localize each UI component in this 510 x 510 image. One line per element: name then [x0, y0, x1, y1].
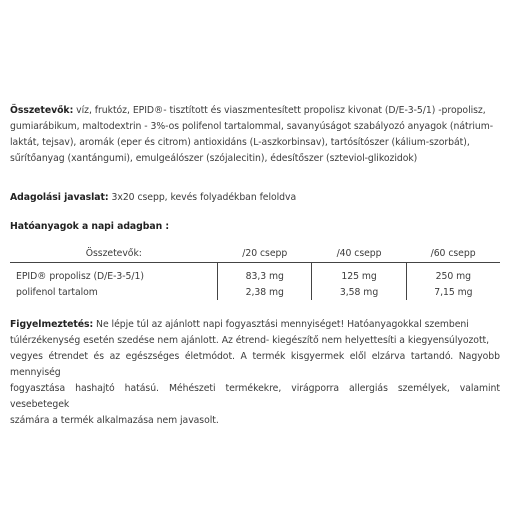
table-cell: 7,15 mg	[406, 284, 500, 300]
table-row	[10, 263, 500, 285]
table-header-20-drops: /20 csepp	[218, 244, 312, 263]
ingredients-label: Összetevők:	[10, 105, 74, 116]
dosage-paragraph	[10, 190, 500, 206]
ingredients-paragraph	[10, 103, 500, 167]
warning-line-5: számára a termék alkalmazása nem javasolt.	[10, 415, 219, 426]
warning-line-3: vegyes étrendet és az egészséges életmódot. A termék kisgyermek elől elzárva tartandó. Nagyobb mennyiség	[10, 351, 500, 378]
table-cell: 2,38 mg	[218, 284, 312, 300]
table-header-row	[10, 244, 500, 263]
warning-section	[10, 317, 500, 429]
table-header-40-drops: /40 csepp	[312, 244, 406, 263]
table-row	[10, 284, 500, 300]
warning-paragraph	[10, 317, 500, 429]
active-ingredients-heading-block	[10, 219, 500, 235]
ingredients-line-3: laktát, tejsav), aromák (eper és citrom) antioxidáns (L-aszkorbinsav), tartósítószer (kálium-szorbát),	[10, 137, 470, 148]
active-ingredients-table	[10, 244, 500, 300]
ingredients-section	[10, 103, 500, 167]
table-cell: EPID® propolisz (D/E-3-5/1)	[16, 270, 144, 282]
warning-line-2: túlérzékenység esetén szedése nem ajánlott. Az étrend- kiegészítő nem helyettesíti a kiegyensúlyozott,	[10, 335, 490, 346]
table-cell: polifenol tartalom	[16, 286, 98, 298]
warning-line-4: fogyasztása hashajtó hatású. Méhészeti termékekre, virágporra allergiás személyek, valamint vesebetegek	[10, 383, 500, 410]
warning-line-1: Ne lépje túl az ajánlott napi fogyasztási mennyiséget! Hatóanyagokkal szembeni	[93, 319, 469, 330]
dosage-label: Adagolási javaslat:	[10, 192, 109, 203]
ingredients-line-1: víz, fruktóz, EPID®- tisztított és viaszmentesített propolisz kivonat (D/E-3-5/1) -propolisz,	[73, 105, 486, 116]
table-cell: 3,58 mg	[312, 284, 406, 300]
dosage-section	[10, 190, 500, 206]
table-cell: 125 mg	[312, 263, 406, 285]
ingredients-line-4: sűrítőanyag (xantángumi), emulgeálószer (szójalecitin), édesítőszer (szteviol-glikozidok)	[10, 153, 418, 164]
ingredients-line-2: gumiarábikum, maltodextrin - 3%-os polifenol tartalommal, savanyúságot szabályozó anyagok (nátrium-	[10, 121, 494, 132]
table-header-60-drops: /60 csepp	[406, 244, 500, 263]
active-ingredients-heading: Hatóanyagok a napi adagban :	[10, 221, 170, 232]
table-cell: 250 mg	[406, 263, 500, 285]
table-cell: 83,3 mg	[218, 263, 312, 285]
dosage-text: 3x20 csepp, kevés folyadékban feloldva	[108, 192, 297, 203]
warning-label: Figyelmeztetés:	[10, 319, 94, 330]
table-header-ingredients: Összetevők:	[10, 244, 218, 263]
